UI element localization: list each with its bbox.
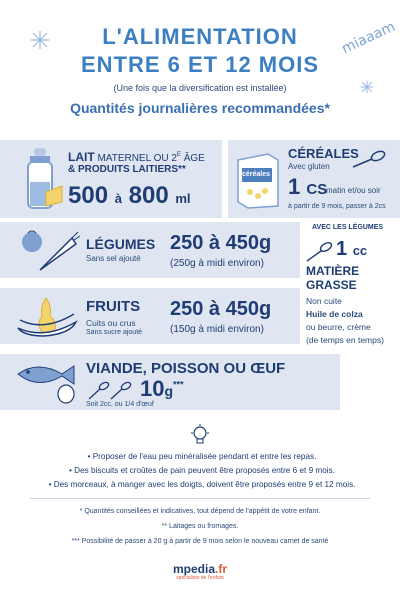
section-heading: Quantités journalières recommandées* xyxy=(70,100,330,116)
matiere-grasse-note-2: Huile de colza xyxy=(306,309,363,319)
fruits-note-1: Cuits ou crus xyxy=(86,318,136,328)
tip-3: • Des morceaux, à manger avec les doigts, doivent être proposés entre 9 et 12 mois. xyxy=(48,480,356,489)
cereales-detail-1: matin et/ou soir xyxy=(326,186,381,195)
tip-1: • Proposer de l'eau peu minéralisée pendant et entre les repas. xyxy=(87,452,317,461)
fruits-note-2: Sans sucre ajouté xyxy=(86,329,143,336)
vegetables-icon xyxy=(18,228,80,274)
lait-quantity: 500 à 800 ml xyxy=(68,182,191,209)
matiere-grasse-tag: AVEC LES LÉGUMES xyxy=(312,224,384,231)
lait-label-line2: & PRODUITS LAITIERS** xyxy=(68,164,186,175)
matiere-grasse-note-3: ou beurre, crème xyxy=(306,322,371,332)
title-line-1: L'ALIMENTATION xyxy=(102,24,298,49)
cereales-label: CÉRÉALES xyxy=(288,146,359,161)
fruits-label: FRUITS xyxy=(86,298,141,315)
cereal-box-icon xyxy=(232,150,284,210)
lait-label: LAIT MATERNEL OU $2^E$ ÂGE xyxy=(68,150,205,164)
divider xyxy=(30,498,370,499)
matiere-grasse-quantity: 1 cc xyxy=(336,238,368,260)
cereales-note: Avec gluten xyxy=(288,162,330,171)
legumes-label: LÉGUMES xyxy=(86,236,156,252)
matiere-grasse-note-4: (de temps en temps) xyxy=(306,335,384,345)
brand-tag: miaaam xyxy=(339,18,398,58)
milk-bottle-icon xyxy=(20,146,64,212)
legumes-quantity: 250 à 450g xyxy=(170,232,272,254)
cereal-box-text: céréales xyxy=(242,171,271,178)
spoons-icon xyxy=(86,380,136,402)
matiere-grasse-label-1: MATIÈRE xyxy=(306,264,360,278)
spoon-icon xyxy=(304,240,334,264)
subtitle: (Une fois que la diversification est installée) xyxy=(113,83,287,93)
footnote-1: * Quantités conseillées et indicatives, tout dépend de l'appétit de votre enfant. xyxy=(79,508,321,515)
snowflake-icon xyxy=(30,30,50,50)
footnote-2: ** Laitages ou fromages. xyxy=(161,523,239,530)
title-line-2: ENTRE 6 ET 12 MOIS xyxy=(80,52,320,77)
fruits-detail: (150g à midi environ) xyxy=(170,324,264,335)
mpedia-logo: mpedia.fr xyxy=(172,562,227,576)
viande-quantity: 10g*** xyxy=(140,376,184,401)
footnote-3: *** Possibilité de passer à 20 g à partir de 9 mois selon le nouveau carnet de santé xyxy=(71,538,329,545)
fruits-quantity: 250 à 450g xyxy=(170,298,272,320)
matiere-grasse-label-2: GRASSE xyxy=(306,278,357,292)
spoon-icon xyxy=(350,148,386,170)
fish-egg-icon xyxy=(14,360,84,404)
matiere-grasse-note-1: Non cuite xyxy=(306,296,342,306)
viande-label: VIANDE, POISSON OU ŒUF xyxy=(86,360,286,377)
logo-tagline: spécialiste de l'enfant xyxy=(176,575,224,581)
cereales-detail-2: à partir de 9 mois, passer à 2cs xyxy=(288,203,386,210)
fruits-icon xyxy=(14,292,80,340)
tip-2: • Des biscuits et croûtes de pain peuvent être proposés entre 6 et 9 mois. xyxy=(69,466,335,475)
cereales-quantity: 1 CS xyxy=(288,174,328,199)
legumes-note: Sans sel ajouté xyxy=(86,254,141,263)
snowflake-icon xyxy=(360,80,374,94)
lightbulb-icon xyxy=(190,424,210,446)
viande-detail: Soit 2cc, ou 1/4 d'œuf xyxy=(86,401,154,408)
legumes-detail: (250g à midi environ) xyxy=(170,258,264,269)
